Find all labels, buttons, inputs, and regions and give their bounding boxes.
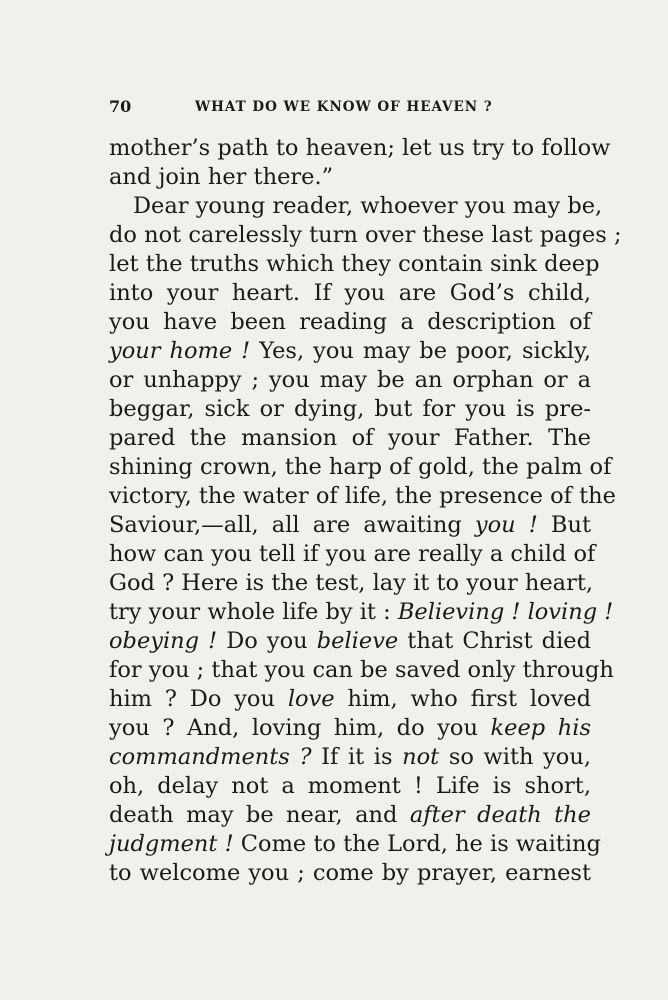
text-line: oh, delay not a moment ! Life is short, [109, 773, 591, 799]
text-line: him ? Do you love him, who first loved [109, 686, 592, 712]
text-line: pared the mansion of your Father. The [109, 425, 591, 451]
text-line: do not carelessly turn over these last pages ; [109, 222, 622, 248]
page-number: 70 [109, 97, 132, 116]
text-line: beggar, sick or dying, but for you is pre- [109, 396, 591, 422]
text-line: shining crown, the harp of gold, the palm of [109, 454, 612, 480]
text-line: or unhappy ; you may be an orphan or a [109, 367, 591, 393]
text-line: victory, the water of life, the presence of the [109, 483, 616, 509]
text-line: and join her there.” [109, 164, 334, 190]
text-line: death may be near, and after death the [109, 802, 591, 828]
text-line: how can you tell if you are really a child of [109, 541, 596, 567]
text-line: mother’s path to heaven; let us try to follow [109, 135, 611, 161]
text-line: you ? And, loving him, do you keep his [109, 715, 591, 741]
text-line: into your heart. If you are God’s child, [109, 280, 591, 306]
paragraph-start-line: Dear young reader, whoever you may be, [133, 193, 603, 219]
text-line: judgment ! Come to the Lord, he is waiting [109, 831, 601, 857]
text-line: your home ! Yes, you may be poor, sickly, [109, 338, 591, 364]
text-line: for you ; that you can be saved only through [109, 657, 614, 683]
text-line: to welcome you ; come by prayer, earnest [109, 860, 591, 886]
text-line: Saviour,—all, all are awaiting you ! But [109, 512, 591, 538]
body-text [109, 134, 622, 888]
text-line: try your whole life by it : Believing ! loving ! [109, 599, 614, 625]
text-line: God ? Here is the test, lay it to your heart, [109, 570, 594, 596]
running-head: WHAT DO WE KNOW OF HEAVEN ? [195, 99, 493, 115]
text-line: obeying ! Do you believe that Christ died [109, 628, 592, 654]
text-line: you have been reading a description of [109, 309, 591, 335]
page-header [109, 97, 589, 121]
text-line: let the truths which they contain sink deep [109, 251, 600, 277]
text-line: commandments ? If it is not so with you, [109, 744, 591, 770]
